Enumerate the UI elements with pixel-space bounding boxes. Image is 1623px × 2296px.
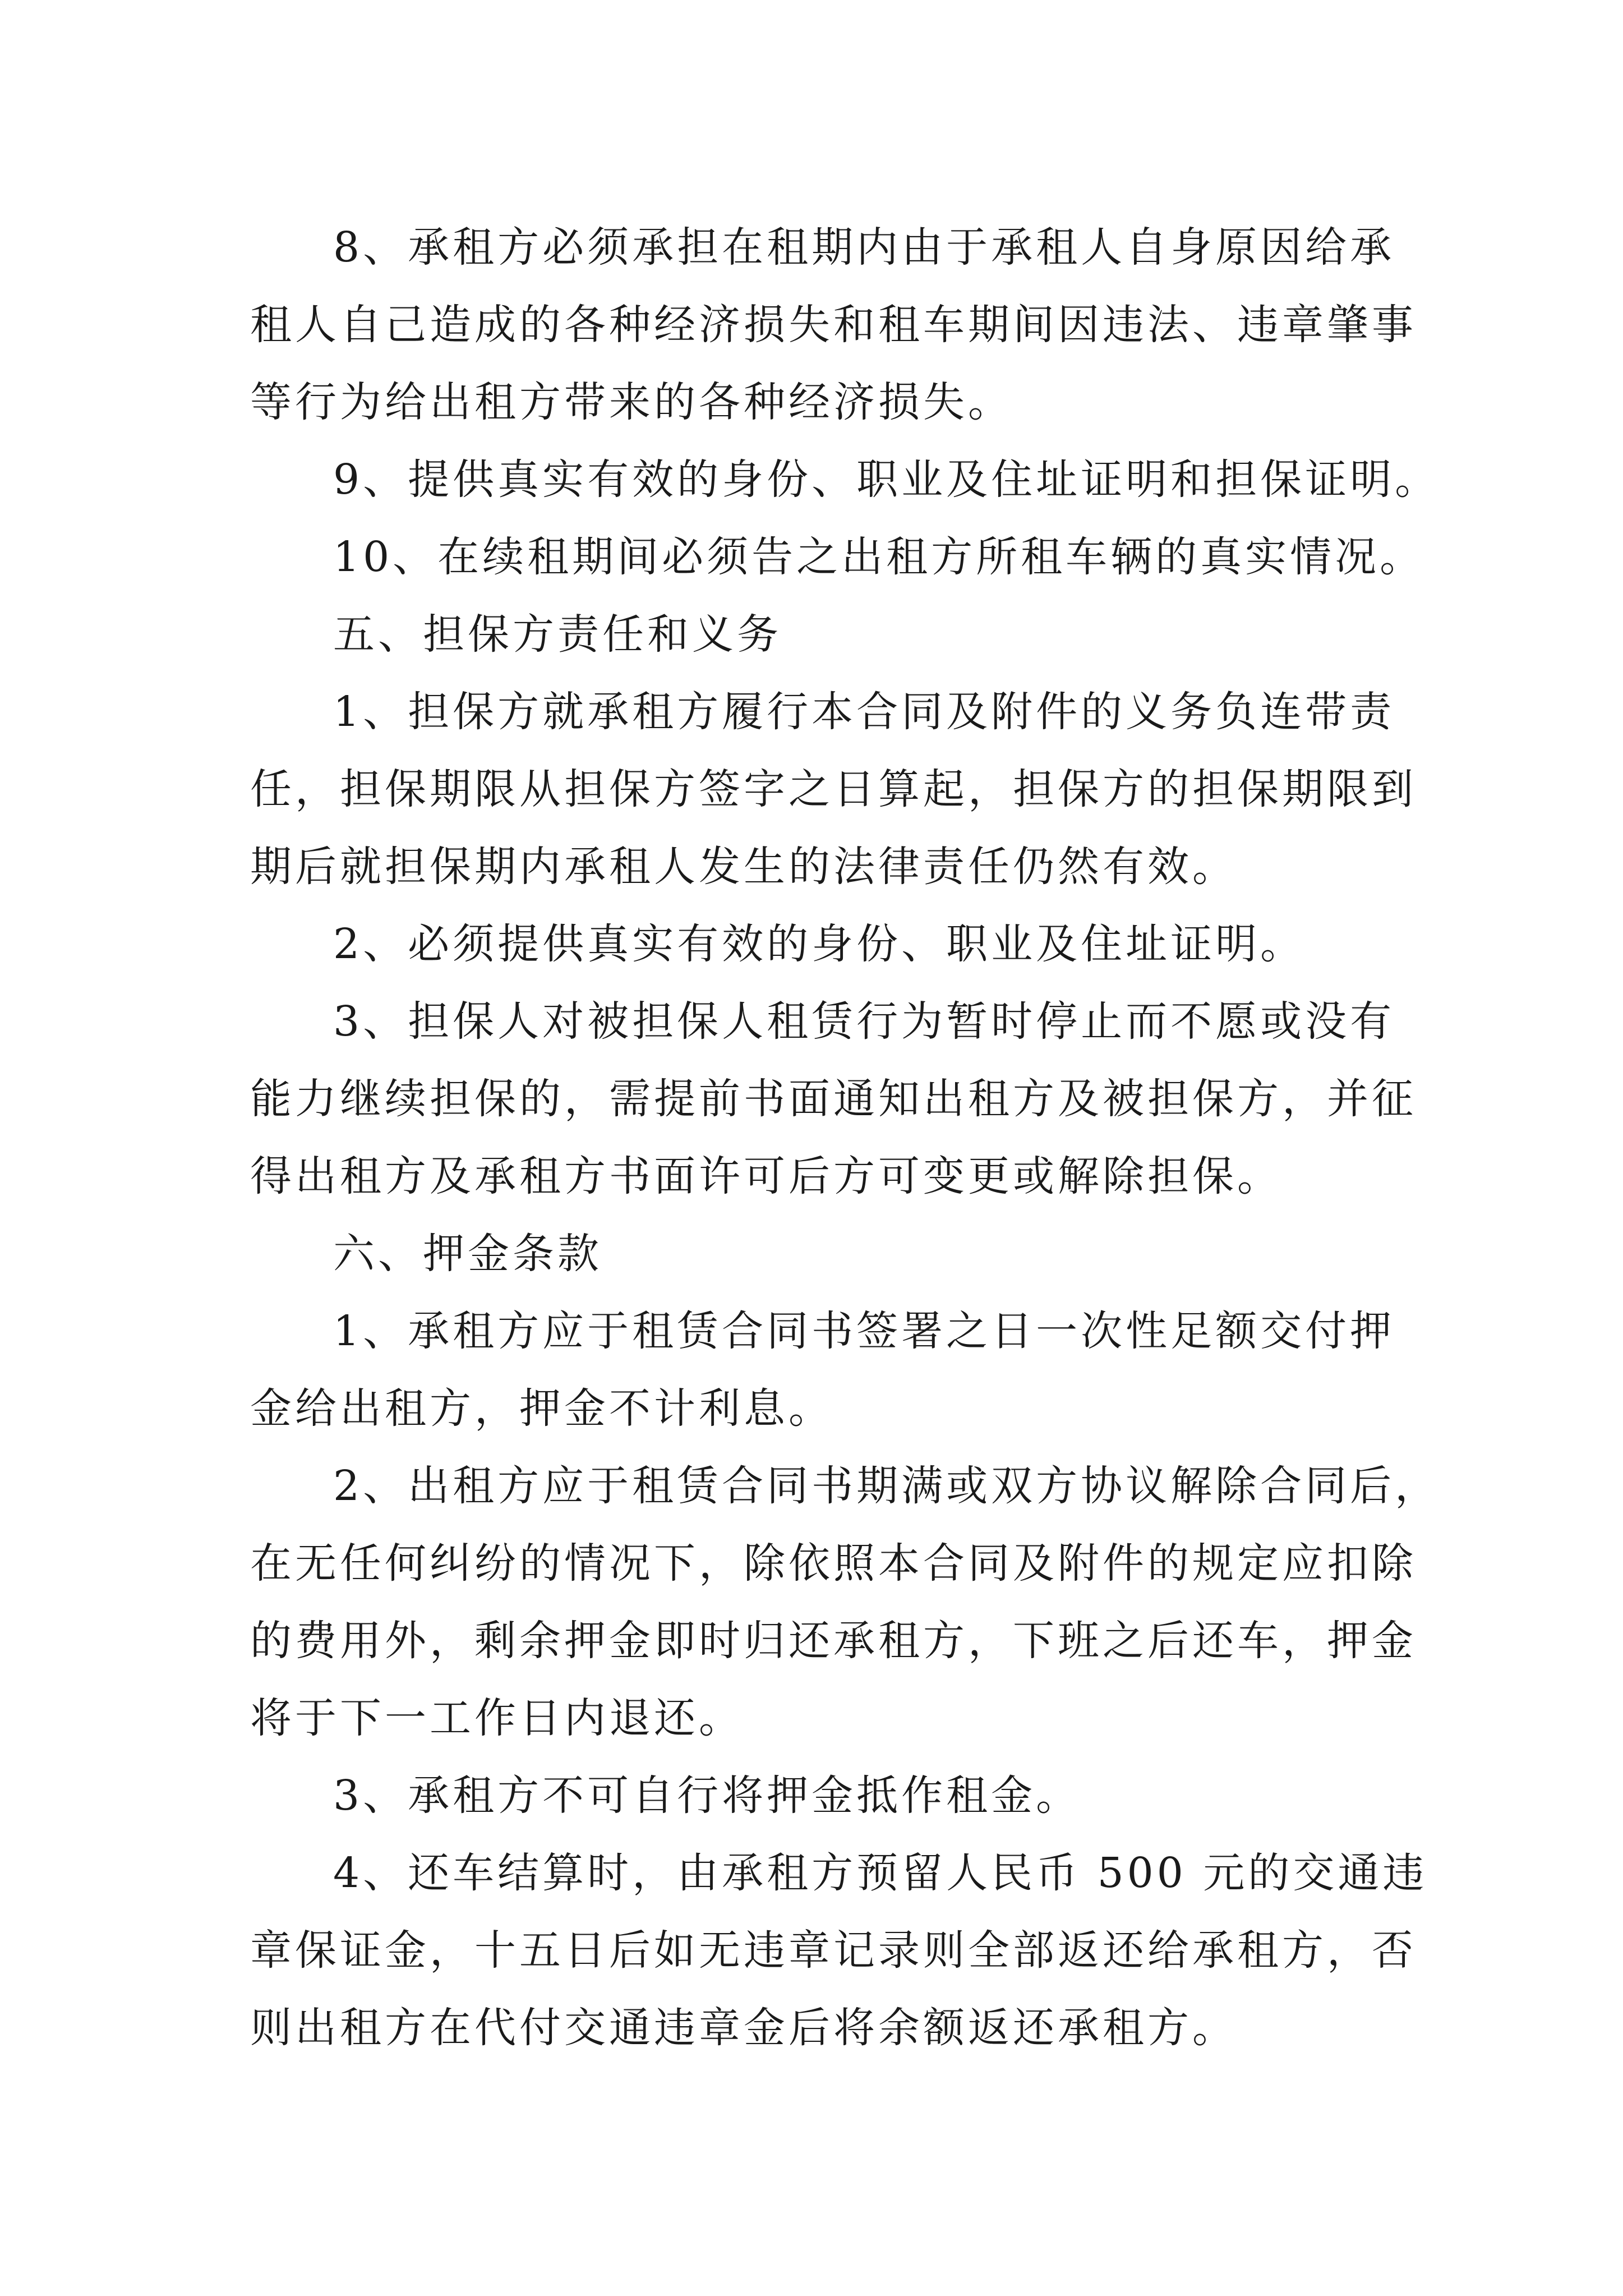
text-line: 得出租方及承租方书面许可后方可变更或解除担保。 xyxy=(250,1152,1282,1200)
text-line: 3、承租方不可自行将押金抵作租金。 xyxy=(333,1772,1081,1820)
text-line: 9、提供真实有效的身份、职业及住址证明和担保证明。 xyxy=(333,455,1440,504)
text-line: 在无任何纠纷的情况下，除依照本合同及附件的规定应扣除 xyxy=(250,1539,1417,1588)
text-line: 的费用外，剩余押金即时归还承租方，下班之后还车，押金 xyxy=(250,1617,1417,1665)
text-line: 任，担保期限从担保方签字之日算起，担保方的担保期限到 xyxy=(250,765,1417,813)
text-line: 10、在续租期间必须告之出租方所租车辆的真实情况。 xyxy=(333,533,1425,581)
text-line: 章保证金，十五日后如无违章记录则全部返还给承租方，否 xyxy=(250,1926,1417,1975)
text-line: 2、必须提供真实有效的身份、职业及住址证明。 xyxy=(333,920,1306,968)
text-line: 等行为给出租方带来的各种经济损失。 xyxy=(250,378,1013,426)
text-line: 将于下一工作日内退还。 xyxy=(250,1694,744,1742)
document-body xyxy=(250,209,1440,2067)
text-line: 1、承租方应于租赁合同书签署之日一次性足额交付押 xyxy=(333,1307,1395,1355)
text-line: 五、担保方责任和义务 xyxy=(333,610,782,659)
text-line: 则出租方在代付交通违章金后将余额返还承租方。 xyxy=(250,2004,1237,2052)
text-line: 4、还车结算时，由承租方预留人民币 500 元的交通违 xyxy=(333,1849,1428,1897)
text-line: 六、押金条款 xyxy=(333,1230,602,1278)
text-line: 8、承租方必须承担在租期内由于承租人自身原因给承 xyxy=(333,223,1395,272)
text-line: 2、出租方应于租赁合同书期满或双方协议解除合同后， xyxy=(333,1462,1440,1510)
text-line: 3、担保人对被担保人租赁行为暂时停止而不愿或没有 xyxy=(333,997,1395,1046)
text-line: 租人自己造成的各种经济损失和租车期间因违法、违章肇事 xyxy=(250,301,1417,349)
text-line: 金给出租方，押金不计利息。 xyxy=(250,1384,833,1433)
text-line: 能力继续担保的，需提前书面通知出租方及被担保方，并征 xyxy=(250,1075,1417,1123)
text-line: 1、担保方就承租方履行本合同及附件的义务负连带责 xyxy=(333,688,1395,736)
text-line: 期后就担保期内承租人发生的法律责任仍然有效。 xyxy=(250,843,1237,891)
